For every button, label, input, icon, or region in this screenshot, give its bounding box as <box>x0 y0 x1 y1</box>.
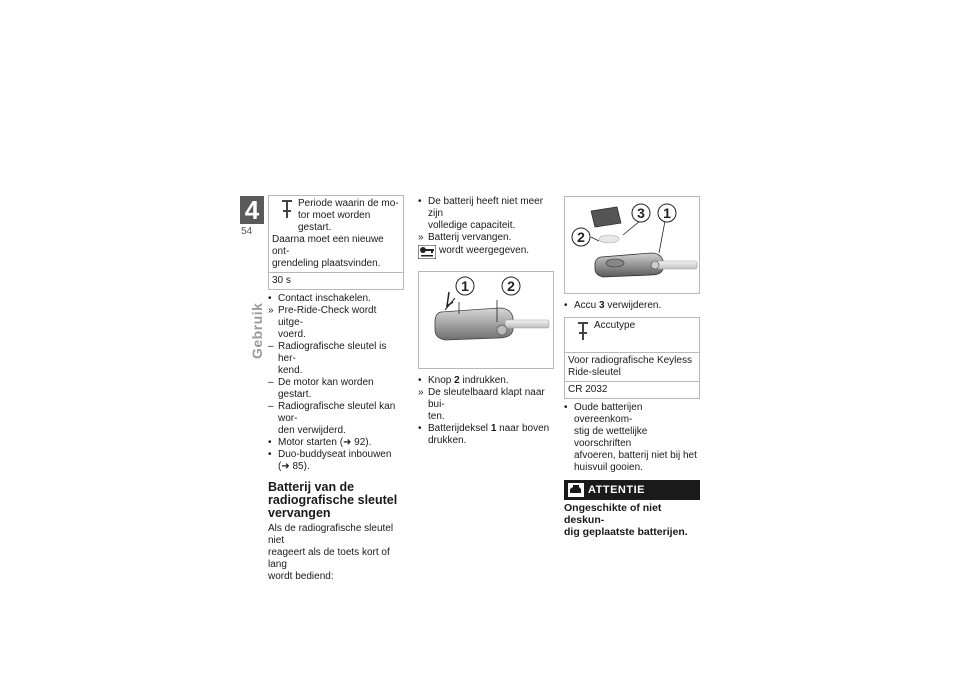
step-text: verwijderen. <box>604 300 662 311</box>
info-box-value: 30 s <box>269 272 403 289</box>
info-box-text: Ride-sleutel <box>568 367 621 378</box>
key-note-text: wordt weergegeven. <box>439 245 530 256</box>
list-marker: • <box>418 423 422 434</box>
heading-line: vervangen <box>268 506 331 520</box>
info-box-title-line: tor moet worden gestart. <box>298 210 371 233</box>
list-marker: – <box>268 341 274 352</box>
list-item <box>564 300 700 312</box>
info-box-title-line: Daarna moet een nieuwe ont- <box>272 234 384 257</box>
figure-callout: 2 <box>507 278 515 294</box>
list-item-text: Oude batterijen overeenkom- <box>574 402 643 425</box>
list-marker: • <box>418 196 422 207</box>
key-illustration-1 <box>419 272 553 368</box>
list-marker: » <box>418 232 424 243</box>
info-box-title-line: grendeling plaatsvinden. <box>272 258 381 269</box>
list-marker: – <box>268 377 274 388</box>
list-item-text: Radiografische sleutel kan wor- <box>278 401 396 424</box>
list-item-text: De sleutelbaard klapt naar bui- <box>428 387 545 410</box>
list-item-text: ten. <box>428 411 445 422</box>
list-item <box>418 387 554 423</box>
chapter-number: 4 <box>240 196 264 224</box>
para-line: reageert als de toets kort of lang <box>268 547 390 570</box>
wrench-info-icon <box>577 322 589 340</box>
list-marker: – <box>268 401 274 412</box>
list-item-text: indrukken. <box>459 375 509 386</box>
step-list <box>564 300 700 312</box>
step-ref-number: 3 <box>599 300 605 311</box>
list-item-text: Batterijdeksel <box>428 423 491 434</box>
info-box-text: Voor radiografische Keyless <box>568 355 692 366</box>
section-paragraph <box>268 523 404 583</box>
figure-key-open-button <box>418 271 554 369</box>
list-item-text: kend. <box>278 365 303 376</box>
step-ref-number: 2 <box>454 375 460 386</box>
list-item <box>268 341 404 377</box>
warning-hand-icon <box>568 483 584 497</box>
para-line: wordt bediend: <box>268 571 334 582</box>
list-item-text: Knop <box>428 375 455 386</box>
figure-callout: 2 <box>577 229 585 245</box>
list-item <box>564 402 700 474</box>
list-item <box>268 305 404 341</box>
step-list <box>564 402 700 474</box>
column-2 <box>418 196 554 447</box>
list-item <box>418 196 554 232</box>
info-box-row <box>565 352 699 381</box>
list-item-text: De batterij heeft niet meer zijn <box>428 196 544 219</box>
list-item-text: (➜ 85). <box>278 461 310 472</box>
list-item-text: huisvuil gooien. <box>574 462 643 473</box>
step-ref-number: 1 <box>490 423 497 434</box>
info-box-value: CR 2032 <box>565 381 699 398</box>
list-item <box>268 293 404 305</box>
list-marker: • <box>564 402 568 413</box>
info-box-header <box>269 196 403 272</box>
heading-line: radiografische sleutel <box>268 493 398 507</box>
info-box-period <box>268 195 404 290</box>
list-item-text: afvoeren, batterij niet bij het <box>574 450 697 461</box>
column-1 <box>268 195 404 583</box>
step-text: Accu <box>574 300 600 311</box>
list-marker: • <box>268 437 272 448</box>
para-line: Als de radiografische sleutel niet <box>268 523 394 546</box>
list-marker: » <box>268 305 274 316</box>
warning-text-line: dig geplaatste batterijen. <box>564 526 688 538</box>
figure-battery-removal <box>564 196 700 294</box>
list-item <box>268 401 404 437</box>
warning-text <box>564 502 700 538</box>
list-item <box>268 437 404 449</box>
list-item <box>268 377 404 401</box>
step-list <box>418 375 554 447</box>
list-marker: • <box>564 300 568 311</box>
list-marker: • <box>268 449 272 460</box>
list-item-text: Motor starten (➜ 92). <box>278 437 372 448</box>
key-symbol-icon <box>418 245 436 259</box>
list-item <box>418 423 554 447</box>
chapter-side-label: Gebruik <box>249 302 265 359</box>
list-item-text: Batterij vervangen. <box>428 232 512 243</box>
list-item-text: voerd. <box>278 329 306 340</box>
list-marker: » <box>418 387 424 398</box>
list-marker: • <box>418 375 422 386</box>
step-list <box>418 196 554 244</box>
list-item-text: Duo-buddyseat inbouwen <box>278 449 392 460</box>
section-heading <box>268 481 404 520</box>
key-illustration-2 <box>565 197 699 293</box>
list-item-text: naar boven <box>496 423 550 434</box>
column-3 <box>564 196 700 538</box>
warning-label: ATTENTIE <box>588 484 645 496</box>
figure-callout: 1 <box>663 205 671 221</box>
list-item-text: den verwijderd. <box>278 425 346 436</box>
wrench-info-icon <box>281 200 293 218</box>
figure-callout: 1 <box>461 278 469 294</box>
list-marker: • <box>268 293 272 304</box>
list-item-text: Pre-Ride-Check wordt uitge- <box>278 305 377 328</box>
step-list <box>268 293 404 473</box>
info-box-title: Accutype <box>594 320 636 331</box>
list-item-text: De motor kan worden gestart. <box>278 377 374 400</box>
heading-line: Batterij van de <box>268 480 355 494</box>
list-item <box>268 449 404 473</box>
key-note <box>418 245 554 259</box>
list-item-text: drukken. <box>428 435 467 446</box>
list-item <box>418 232 554 244</box>
info-box-battery-type <box>564 317 700 399</box>
page-number: 54 <box>241 226 253 237</box>
list-item-text: Contact inschakelen. <box>278 293 371 304</box>
info-box-header <box>565 318 699 352</box>
list-item-text: Radiografische sleutel is her- <box>278 341 387 364</box>
warning-banner <box>564 480 700 500</box>
list-item-text: volledige capaciteit. <box>428 220 516 231</box>
list-item-text: stig de wettelijke voorschriften <box>574 426 648 449</box>
figure-callout: 3 <box>637 205 645 221</box>
warning-text-line: Ongeschikte of niet deskun- <box>564 502 662 526</box>
info-box-title-line: Periode waarin de mo- <box>298 198 399 209</box>
list-item <box>418 375 554 387</box>
